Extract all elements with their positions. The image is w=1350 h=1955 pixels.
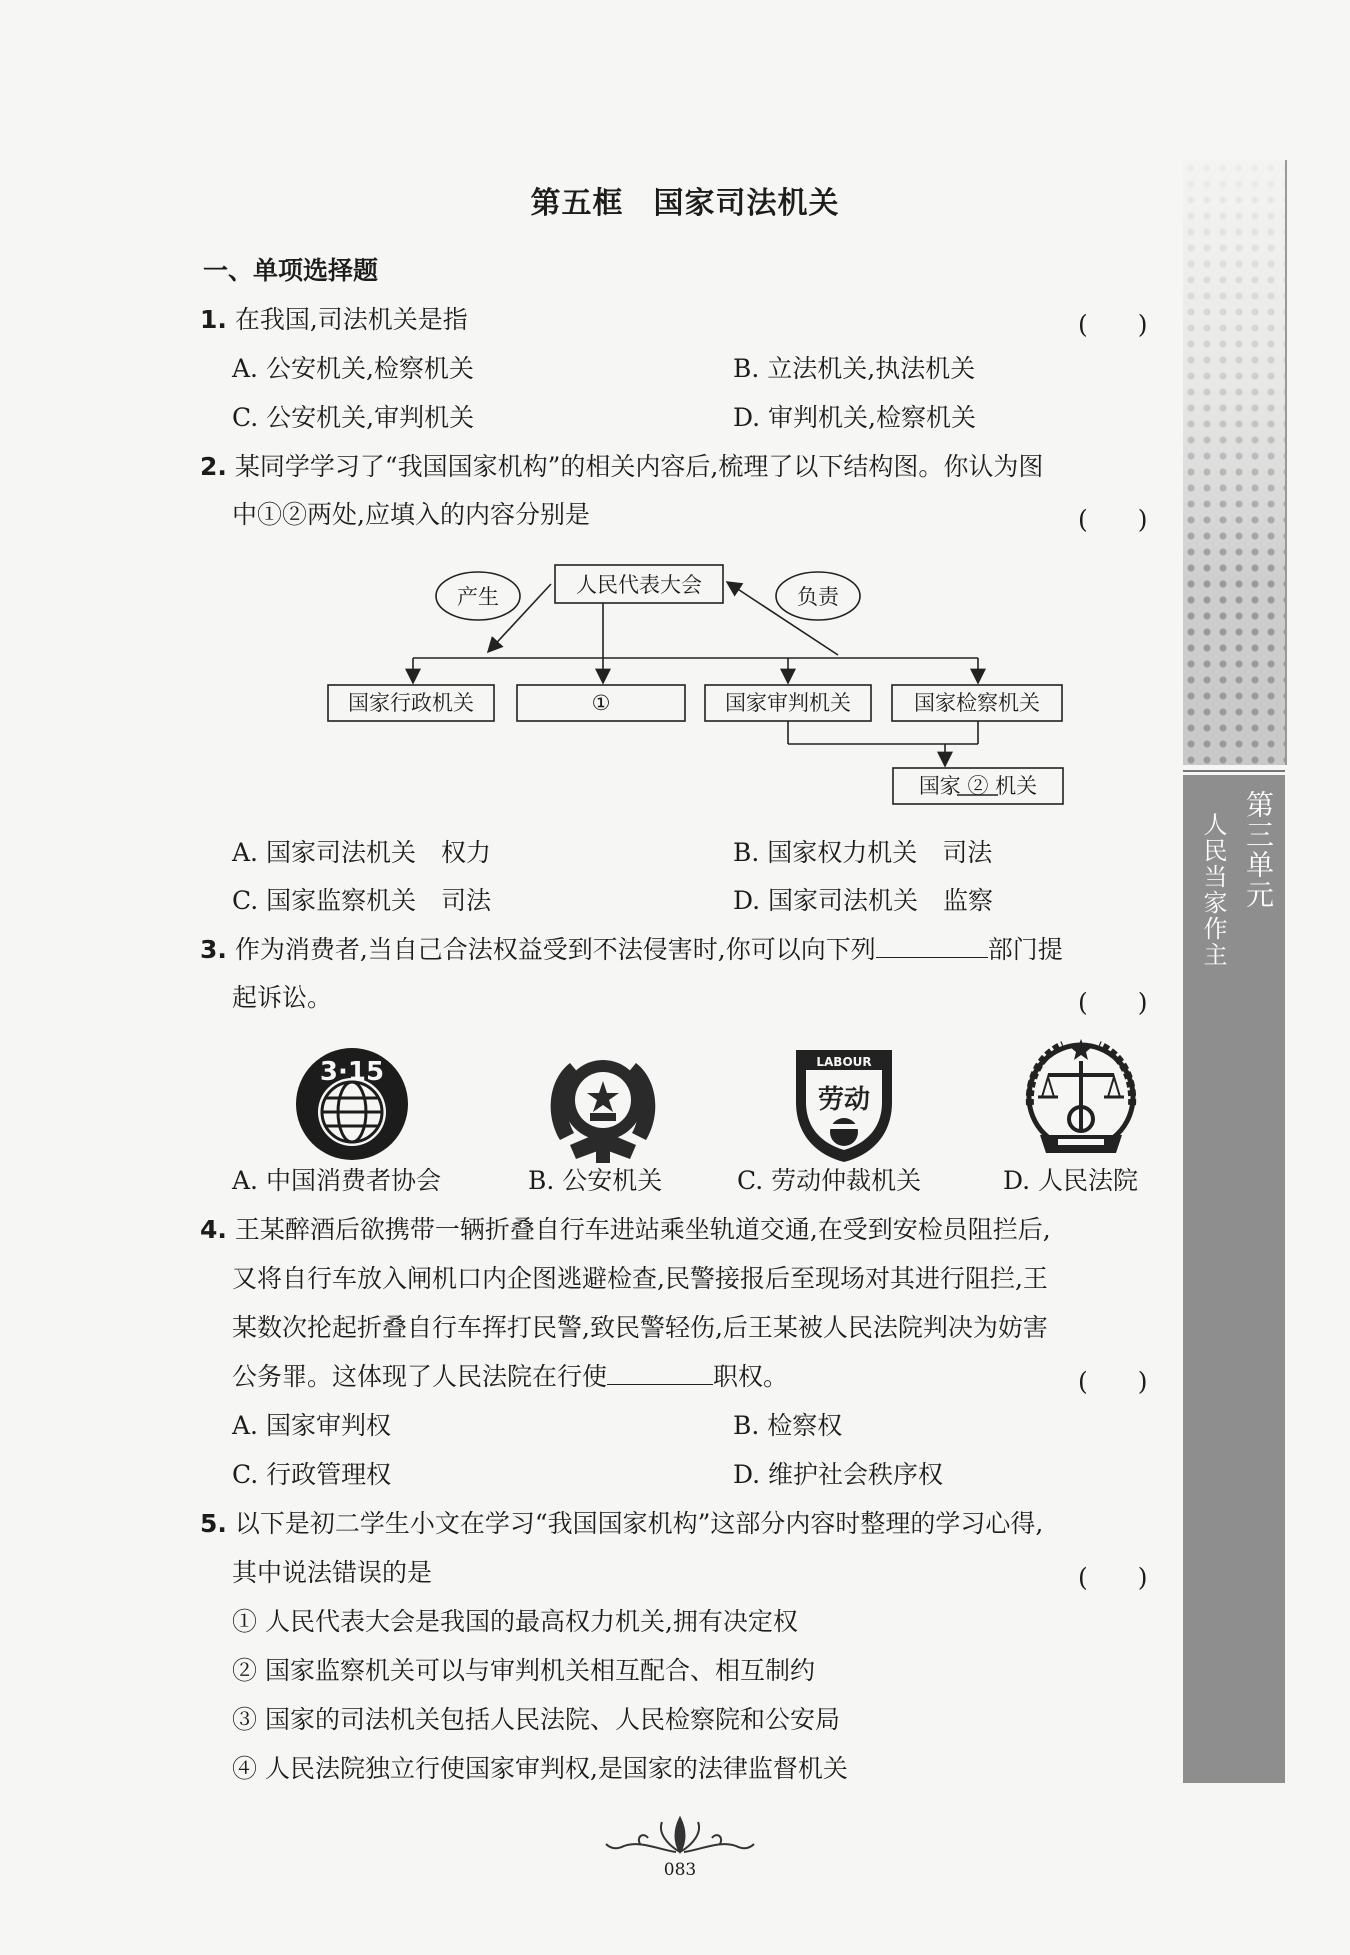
q1-number: 1. [200, 305, 227, 334]
section-heading: 一、单项选择题 [203, 256, 379, 285]
q5-statement-4: ④ 人民法院独立行使国家审判权,是国家的法律监督机关 [232, 1754, 848, 1783]
q5-text-line1: 以下是初二学生小文在学习“我国国家机构”这部分内容时整理的学习心得, [234, 1509, 1044, 1538]
diagram-box-admin: 国家行政机关 [348, 691, 474, 715]
q3-answer-paren[interactable]: ( ) [1078, 988, 1148, 1017]
q3-stem-line1 [200, 933, 1063, 967]
q4-option-a[interactable]: A. 国家审判权 [232, 1411, 391, 1440]
diagram-box-blank2 [893, 769, 1063, 803]
q4-option-b[interactable]: B. 检察权 [733, 1411, 843, 1440]
q5-number: 5. [200, 1509, 227, 1538]
q2-option-d[interactable]: D. 国家司法机关 监察 [733, 886, 994, 915]
q1-answer-paren[interactable]: ( ) [1078, 310, 1148, 339]
q4-stem-line3: 某数次抡起折叠自行车挥打民警,致民警轻伤,后王某被人民法院判决为妨害 [232, 1313, 1048, 1342]
q1-option-d[interactable]: D. 审判机关,检察机关 [733, 403, 976, 432]
police-emblem [540, 1045, 666, 1165]
q4-answer-paren[interactable]: ( ) [1078, 1367, 1148, 1396]
q4-text-line4a: 公务罪。这体现了人民法院在行使 [232, 1362, 608, 1391]
q3-stem-line2: 起诉讼。 [232, 983, 333, 1012]
title-part1: 第五框 [530, 186, 624, 221]
q3-blank[interactable] [876, 933, 988, 958]
q2-option-a[interactable]: A. 国家司法机关 权力 [232, 838, 491, 867]
diagram-box-blank1: ① [591, 691, 611, 715]
title-part2: 国家司法机关 [653, 186, 840, 221]
sidebar-subtitle: 人民当家作主 [1199, 812, 1227, 968]
court-emblem [1018, 1035, 1144, 1163]
q2-option-c[interactable]: C. 国家监察机关 司法 [232, 886, 492, 915]
q4-text-line4b: 职权。 [713, 1362, 789, 1391]
q5-statement-2: ② 国家监察机关可以与审判机关相互配合、相互制约 [232, 1656, 815, 1685]
consumer-association-emblem [290, 1040, 414, 1162]
q1-option-b[interactable]: B. 立法机关,执法机关 [733, 354, 976, 383]
q4-text-line1: 王某醉酒后欲携带一辆折叠自行车进站乘坐轨道交通,在受到安检员阻拦后, [234, 1215, 1051, 1244]
emblem-labour-text: LABOUR [816, 1055, 872, 1069]
diagram-top-box: 人民代表大会 [576, 573, 702, 597]
q2-answer-paren[interactable]: ( ) [1078, 505, 1148, 534]
sidebar-unit-label: 第三单元 [1242, 790, 1275, 910]
diagram-right-oval: 负责 [797, 585, 839, 609]
q3-text-line1b: 部门提 [987, 935, 1063, 964]
q4-option-c[interactable]: C. 行政管理权 [232, 1460, 392, 1489]
q5-answer-paren[interactable]: ( ) [1078, 1563, 1148, 1592]
emblem-315-text: 3·15 [319, 1057, 385, 1087]
q5-stem-line1 [200, 1507, 1043, 1541]
q4-stem-line4 [232, 1360, 788, 1394]
q2-option-b[interactable]: B. 国家权力机关 司法 [733, 838, 993, 867]
diagram-box-procuratorate: 国家检察机关 [914, 691, 1040, 715]
diagram-box-blank2-a: 国家 [918, 774, 961, 798]
q1-text: 在我国,司法机关是指 [234, 305, 468, 334]
emblem-labour-cn: 劳动 [817, 1085, 871, 1115]
q5-statement-3: ③ 国家的司法机关包括人民法院、人民检察院和公安局 [232, 1705, 840, 1734]
q3-option-a[interactable]: A. 中国消费者协会 [232, 1166, 441, 1195]
q4-stem-line2: 又将自行车放入闸机口内企图逃避检查,民警接报后至现场对其进行阻拦,王 [232, 1264, 1048, 1293]
q4-stem-line1 [200, 1213, 1051, 1247]
q4-blank[interactable] [607, 1360, 713, 1385]
q4-number: 4. [200, 1215, 227, 1244]
diagram-box-blank2-c: 机关 [995, 774, 1038, 798]
q3-option-d[interactable]: D. 人民法院 [1003, 1166, 1139, 1195]
q3-option-c[interactable]: C. 劳动仲裁机关 [737, 1166, 922, 1195]
q4-option-d[interactable]: D. 维护社会秩序权 [733, 1460, 944, 1489]
q3-number: 3. [200, 935, 227, 964]
q3-option-b[interactable]: B. 公安机关 [528, 1166, 663, 1195]
diagram-box-blank2-b: ② [967, 774, 989, 798]
diagram-box-trial: 国家审判机关 [725, 691, 851, 715]
footer-ornament-icon [600, 1810, 760, 1860]
q1-option-c[interactable]: C. 公安机关,审判机关 [232, 403, 475, 432]
q3-text-line1a: 作为消费者,当自己合法权益受到不法侵害时,你可以向下列 [234, 935, 876, 964]
labour-arbitration-emblem [788, 1040, 900, 1164]
q5-statement-1: ① 人民代表大会是我国的最高权力机关,拥有决定权 [232, 1607, 798, 1636]
q2-text-line1: 某同学学习了“我国国家机构”的相关内容后,梳理了以下结构图。你认为图 [234, 452, 1044, 481]
page-number: 083 [663, 1860, 697, 1880]
q1-option-a[interactable]: A. 公安机关,检察机关 [232, 354, 474, 383]
q2-number: 2. [200, 452, 227, 481]
q2-stem-line2: 中①②两处,应填入的内容分别是 [232, 500, 590, 529]
q5-stem-line2: 其中说法错误的是 [232, 1558, 433, 1587]
diagram-left-oval: 产生 [457, 585, 499, 609]
